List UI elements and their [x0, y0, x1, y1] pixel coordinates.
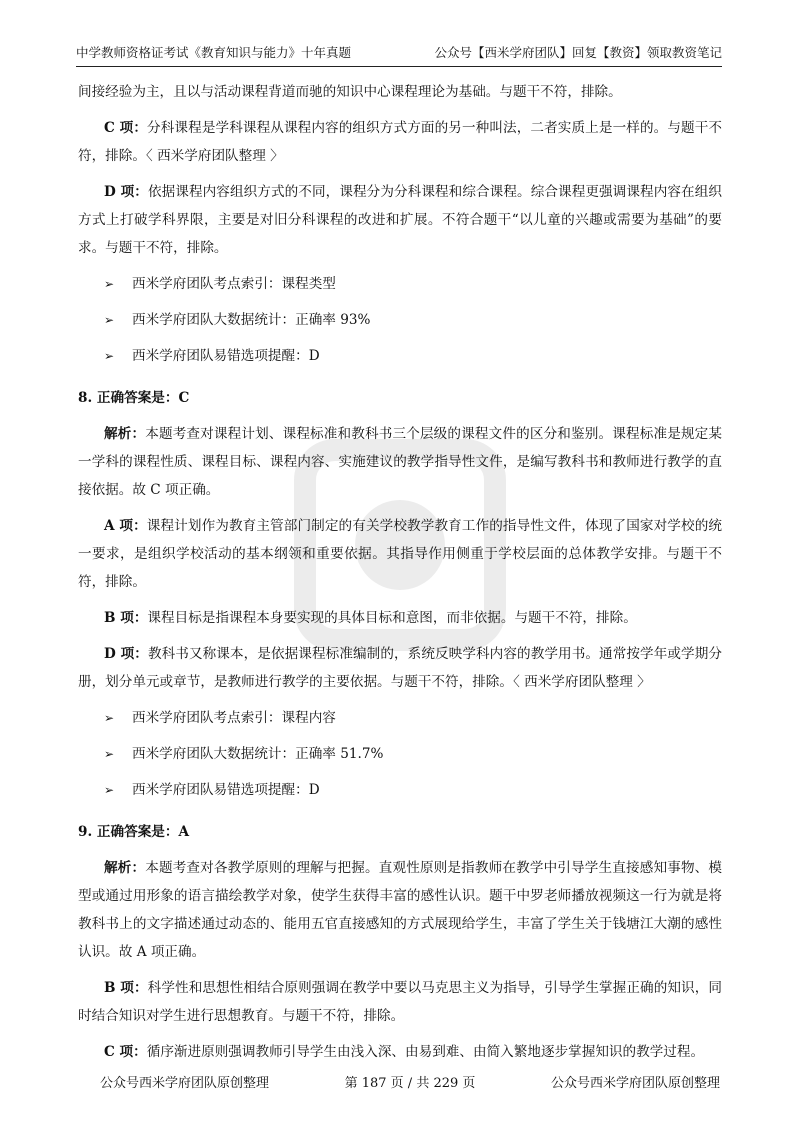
q9-option-b-label: B 项： [104, 980, 148, 996]
q8-option-d [78, 640, 722, 696]
q9-option-c-label: C 项： [104, 1044, 147, 1060]
q8-analysis-text: 本题考查对课程计划、课程标准和教科书三个层级的课程文件的区分和鉴别。课程标准是规定某一学科的课程性质、课程目标、课程内容、实施建议的教学指导性文件，是编写教科书和教师进行教学的直接依据。故 C 项正确。 [78, 426, 723, 498]
q9-option-b [78, 974, 722, 1030]
q8-bullet [78, 740, 722, 768]
q8-option-a-label: A 项： [104, 518, 147, 534]
q8-bullet [78, 776, 722, 804]
footer-page-number: 第 187 页 / 共 229 页 [344, 1076, 476, 1091]
q9-option-c-text: 循序渐进原则强调教师引导学生由浅入深、由易到难、由简入繁地逐步掌握知识的教学过程。 [146, 1044, 705, 1060]
q7-option-c-text: 分科课程是学科课程从课程内容的组织方式方面的另一种叫法，二者实质上是一样的。与题干不符，排除。〈 西米学府团队整理 〉 [78, 120, 722, 164]
q7-bullet-text: 西米学府团队大数据统计：正确率 93% [132, 312, 371, 328]
arrow-bullet-icon: ➢ [104, 349, 115, 363]
q8-bullet-text: 西米学府团队易错选项提醒：D [132, 782, 320, 798]
q8-option-b [78, 604, 722, 632]
q7-bullet [78, 270, 722, 298]
q9-analysis-label: 解析： [104, 860, 146, 876]
q7-bullet-text: 西米学府团队易错选项提醒：D [132, 348, 320, 364]
q9-option-b-text: 科学性和思想性相结合原则强调在教学中要以马克思主义为指导，引导学生掌握正确的知识，同时结合知识对学生进行思想教育。与题干不符，排除。 [78, 980, 722, 1024]
arrow-bullet-icon: ➢ [104, 711, 115, 725]
q8-title: 8. 正确答案是：C [78, 390, 190, 406]
q7-option-d-label: D 项： [104, 184, 148, 200]
q8-bullet-text: 西米学府团队考点索引：课程内容 [132, 710, 336, 726]
q8-option-a [78, 512, 722, 596]
page-content [78, 78, 722, 1074]
q8-bullet [78, 704, 722, 732]
page-header [76, 38, 722, 67]
page-footer [100, 1072, 720, 1091]
q8-option-d-label: D 项： [104, 646, 148, 662]
header-left: 中学教师资格证考试《教育知识与能力》十年真题 [76, 45, 352, 60]
q7-bullet [78, 342, 722, 370]
q8-option-d-text: 教科书又称课本，是依据课程标准编制的，系统反映学科内容的教学用书。通常按学年或学期分册，划分单元或章节，是教师进行教学的主要依据。与题干不符，排除。〈 西米学府团队整理 〉 [78, 646, 722, 690]
q8-option-a-text: 课程计划作为教育主管部门制定的有关学校教学教育工作的指导性文件，体现了国家对学校的统一要求，是组织学校活动的基本纲领和重要依据。其指导作用侧重于学校层面的总体教学安排。与题干不符，排除。 [78, 518, 722, 590]
q9-analysis [78, 854, 722, 966]
footer-left: 公众号西米学府团队原创整理 [100, 1076, 270, 1091]
q8-analysis [78, 420, 722, 504]
arrow-bullet-icon: ➢ [104, 313, 115, 327]
q9-analysis-text: 本题考查对各教学原则的理解与把握。直观性原则是指教师在教学中引导学生直接感知事物、模型或通过用形象的语言描绘教学对象，使学生获得丰富的感性认识。题干中罗老师播放视频这一行为就是将教科书上的文字描述通过动态的、能用五官直接感知的方式展现给学生，丰富了学生关于钱塘江大潮的感性认识。故 A 项正确。 [78, 860, 723, 960]
q8-analysis-label: 解析： [104, 426, 146, 442]
continued-paragraph: 间接经验为主，且以与活动课程背道而驰的知识中心课程理论为基础。与题干不符，排除。 [78, 84, 622, 100]
q7-option-d [78, 178, 722, 262]
q8-option-b-label: B 项： [104, 610, 148, 626]
q8-bullet-text: 西米学府团队大数据统计：正确率 51.7% [132, 746, 384, 762]
header-right: 公众号【西米学府团队】回复【教资】领取教资笔记 [434, 45, 722, 60]
arrow-bullet-icon: ➢ [104, 747, 115, 761]
q7-option-c [78, 114, 722, 170]
footer-right: 公众号西米学府团队原创整理 [550, 1076, 720, 1091]
q7-option-d-text: 依据课程内容组织方式的不同，课程分为分科课程和综合课程。综合课程更强调课程内容在组织方式上打破学科界限，主要是对旧分科课程的改进和扩展。不符合题干“以儿童的兴趣或需要为基础”的要求。与题干不符，排除。 [78, 184, 722, 256]
q7-bullet [78, 306, 722, 334]
arrow-bullet-icon: ➢ [104, 783, 115, 797]
q9-title: 9. 正确答案是：A [78, 824, 190, 840]
q7-option-c-label: C 项： [104, 120, 148, 136]
q8-option-b-text: 课程目标是指课程本身要实现的具体目标和意图，而非依据。与题干不符，排除。 [147, 610, 637, 626]
q7-bullet-text: 西米学府团队考点索引：课程类型 [132, 276, 336, 292]
q9-option-c [78, 1038, 722, 1066]
arrow-bullet-icon: ➢ [104, 277, 115, 291]
